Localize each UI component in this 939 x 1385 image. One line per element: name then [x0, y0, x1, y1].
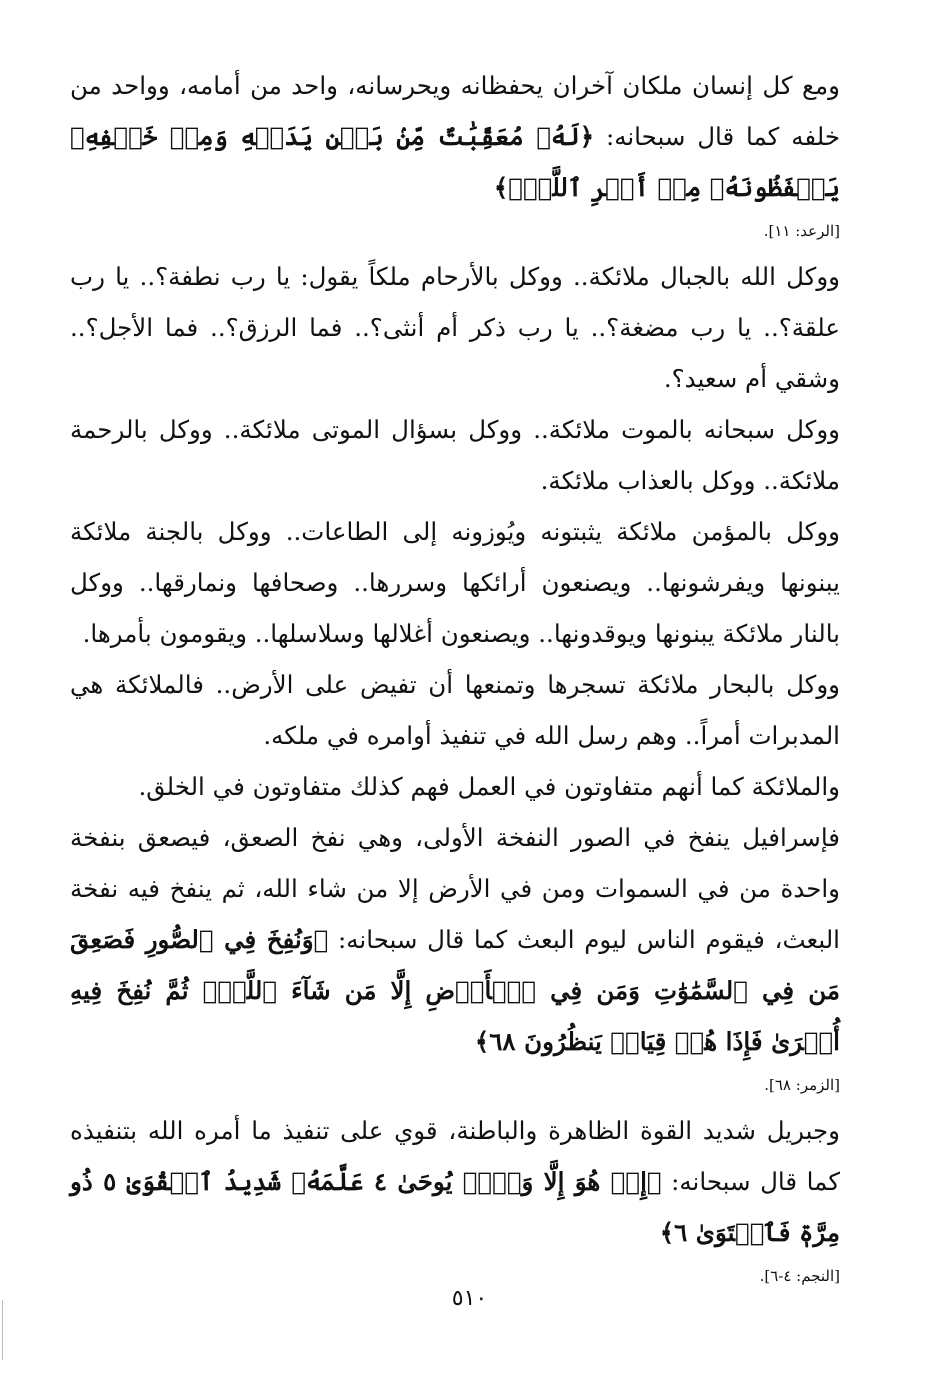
paragraph-6: [70, 761, 840, 812]
verse-reference: [الزمر: ٦٨].: [764, 1076, 840, 1094]
paragraph-3: [70, 404, 840, 506]
paragraph-5: [70, 659, 840, 761]
quran-verse: ﴿لَهُۥ مُعَقِّبَٰتٌ مِّنۢ بَيۡنِ يَدَيۡهِ وَمِنۡ خَلۡفِهِۦ يَحۡفَظُونَهُۥ مِنۡ أَمۡرِ ٱللَّهِۗ﴾: [70, 122, 840, 202]
paragraph-text: والملائكة كما أنهم متفاوتون في العمل فهم كذلك متفاوتون في الخلق.: [138, 772, 840, 801]
quran-verse: ﴿وَنُفِخَ فِي ٱلصُّورِ فَصَعِقَ مَن فِي ٱلسَّمَٰوَٰتِ وَمَن فِي ٱلۡأَرۡضِ إِلَّا مَن شَآءَ ٱللَّهُۖ ثُمَّ نُفِخَ فِيهِ أُخۡرَىٰ فَإِذَا هُمۡ قِيَامٞ يَنظُرُونَ ٦٨﴾: [70, 925, 840, 1056]
paragraph-text: ووكل بالمؤمن ملائكة يثبتونه ويُوزونه إلى الطاعات.. ووكل بالجنة ملائكة يبنونها ويفرشونها.. ويصنعون أرائكها وسررها.. وصحافها ونمارقها.. ووكل بالنار ملائكة يبنونها ويوقدونها.. ويصنعون أغلالها وسلاسلها.. ويقومون بأمرها.: [70, 517, 840, 648]
page-body: [70, 60, 840, 1296]
paragraph-text: فإسرافيل ينفخ في الصور النفخة الأولى، وهي نفخ الصعق، فيصعق بنفخة واحدة من في السموات ومن في الأرض إلا من شاء الله، ثم ينفخ فيه نفخة البعث، فيقوم الناس ليوم البعث كما قال سبحانه:: [70, 823, 840, 954]
paragraph-text: ووكل الله بالجبال ملائكة.. ووكل بالأرحام ملكاً يقول: يا رب نطفة؟.. يا رب علقة؟.. يا رب مضغة؟.. يا رب ذكر أم أنثى؟.. فما الرزق؟.. فما الأجل؟.. وشقي أم سعيد؟.: [70, 262, 840, 393]
verse-reference: [النجم: ٤-٦].: [759, 1267, 840, 1285]
paragraph-8: [70, 1105, 840, 1286]
paragraph-text: ووكل بالبحار ملائكة تسجرها وتمنعها أن تفيض على الأرض.. فالملائكة هي المدبرات أمراً.. وهم رسل الله في تنفيذ أوامره في ملكه.: [70, 670, 840, 750]
scan-margin-mark: [2, 1300, 3, 1360]
paragraph-text: ومع كل إنسان ملكان آخران يحفظانه ويحرسانه، واحد من أمامه، وواحد من خلفه كما قال سبحانه:: [70, 71, 840, 151]
quran-verse: ﴿إِنۡ هُوَ إِلَّا وَحۡيٞ يُوحَىٰ ٤ عَلَّمَهُۥ شَدِيدُ ٱلۡقُوَىٰ ٥ ذُو مِرَّةٖ فَٱسۡتَوَىٰ ٦﴾: [70, 1167, 840, 1247]
paragraph-text: ووكل سبحانه بالموت ملائكة.. ووكل بسؤال الموتى ملائكة.. ووكل بالرحمة ملائكة.. ووكل بالعذاب ملائكة.: [70, 415, 840, 495]
paragraph-7: [70, 812, 840, 1095]
paragraph-1: [70, 60, 840, 241]
paragraph-text: وجبريل شديد القوة الظاهرة والباطنة، قوي على تنفيذ ما أمره الله بتنفيذه كما قال سبحانه:: [70, 1116, 840, 1196]
paragraph-4: [70, 506, 840, 659]
page-number: ٥١٠: [451, 1286, 488, 1311]
paragraph-2: [70, 251, 840, 404]
verse-reference: [الرعد: ١١].: [763, 222, 840, 240]
